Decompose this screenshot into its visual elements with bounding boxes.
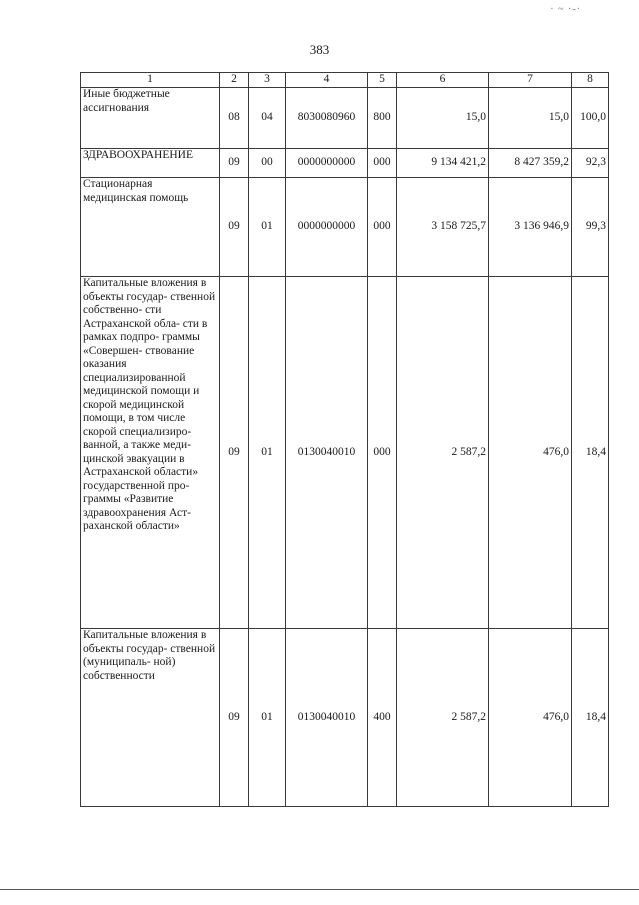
column-header: 8	[572, 73, 609, 88]
cell-executed: 3 136 946,9	[489, 178, 572, 277]
cell-expense-type: 000	[368, 178, 397, 277]
column-header: 7	[489, 73, 572, 88]
table-header-row	[81, 73, 609, 88]
cell-subsection: 01	[249, 178, 286, 277]
column-header: 6	[397, 73, 489, 88]
row-name: Капитальные вложения в объекты государ- ственной (муниципаль- ной) собственности	[81, 629, 220, 807]
column-header: 4	[286, 73, 368, 88]
cell-percent: 100,0	[572, 88, 609, 149]
cell-expense-type: 400	[368, 629, 397, 807]
cell-executed: 476,0	[489, 629, 572, 807]
cell-expense-type: 800	[368, 88, 397, 149]
table-row	[81, 149, 609, 178]
cell-executed: 8 427 359,2	[489, 149, 572, 178]
table-row	[81, 277, 609, 629]
table-row	[81, 629, 609, 807]
row-name: Стационарная медицинская помощь	[81, 178, 220, 277]
budget-table	[80, 72, 609, 807]
cell-subsection: 04	[249, 88, 286, 149]
cell-section: 08	[220, 88, 249, 149]
cell-percent: 18,4	[572, 629, 609, 807]
cell-planned: 2 587,2	[397, 629, 489, 807]
cell-subsection: 01	[249, 629, 286, 807]
cell-percent: 92,3	[572, 149, 609, 178]
row-name: Иные бюджетные ассигнования	[81, 88, 220, 149]
column-header: 3	[249, 73, 286, 88]
cell-target-code: 0000000000	[286, 149, 368, 178]
cell-section: 09	[220, 277, 249, 629]
cell-target-code: 0130040010	[286, 629, 368, 807]
table-row	[81, 178, 609, 277]
cell-executed: 476,0	[489, 277, 572, 629]
cell-percent: 99,3	[572, 178, 609, 277]
cell-planned: 2 587,2	[397, 277, 489, 629]
cell-planned: 3 158 725,7	[397, 178, 489, 277]
cell-expense-type: 000	[368, 277, 397, 629]
cell-planned: 9 134 421,2	[397, 149, 489, 178]
cell-target-code: 0130040010	[286, 277, 368, 629]
cell-expense-type: 000	[368, 149, 397, 178]
scan-artifact: · ~ ·-·	[550, 4, 581, 15]
cell-subsection: 01	[249, 277, 286, 629]
cell-target-code: 0000000000	[286, 178, 368, 277]
page-bottom-rule	[0, 889, 639, 890]
cell-target-code: 8030080960	[286, 88, 368, 149]
column-header: 2	[220, 73, 249, 88]
row-name: ЗДРАВООХРАНЕНИЕ	[81, 149, 220, 178]
cell-executed: 15,0	[489, 88, 572, 149]
column-header: 1	[81, 73, 220, 88]
cell-section: 09	[220, 178, 249, 277]
page-number: 383	[309, 42, 330, 57]
row-name: Капитальные вложения в объекты государ- ственной собственно- сти Астраханской обла- сти в рамках подпро- граммы «Совершен- ствование оказания специализированной медицинской помощи и скорой медицинской помощи, в том числе скорой специализиро- ванной, а также меди- цинской эвакуации в Астраханской области» государственной про- граммы «Развитие здравоохранения Аст- раханской области»	[81, 277, 220, 629]
cell-planned: 15,0	[397, 88, 489, 149]
column-header: 5	[368, 73, 397, 88]
cell-section: 09	[220, 149, 249, 178]
cell-subsection: 00	[249, 149, 286, 178]
cell-section: 09	[220, 629, 249, 807]
cell-percent: 18,4	[572, 277, 609, 629]
table-row	[81, 88, 609, 149]
